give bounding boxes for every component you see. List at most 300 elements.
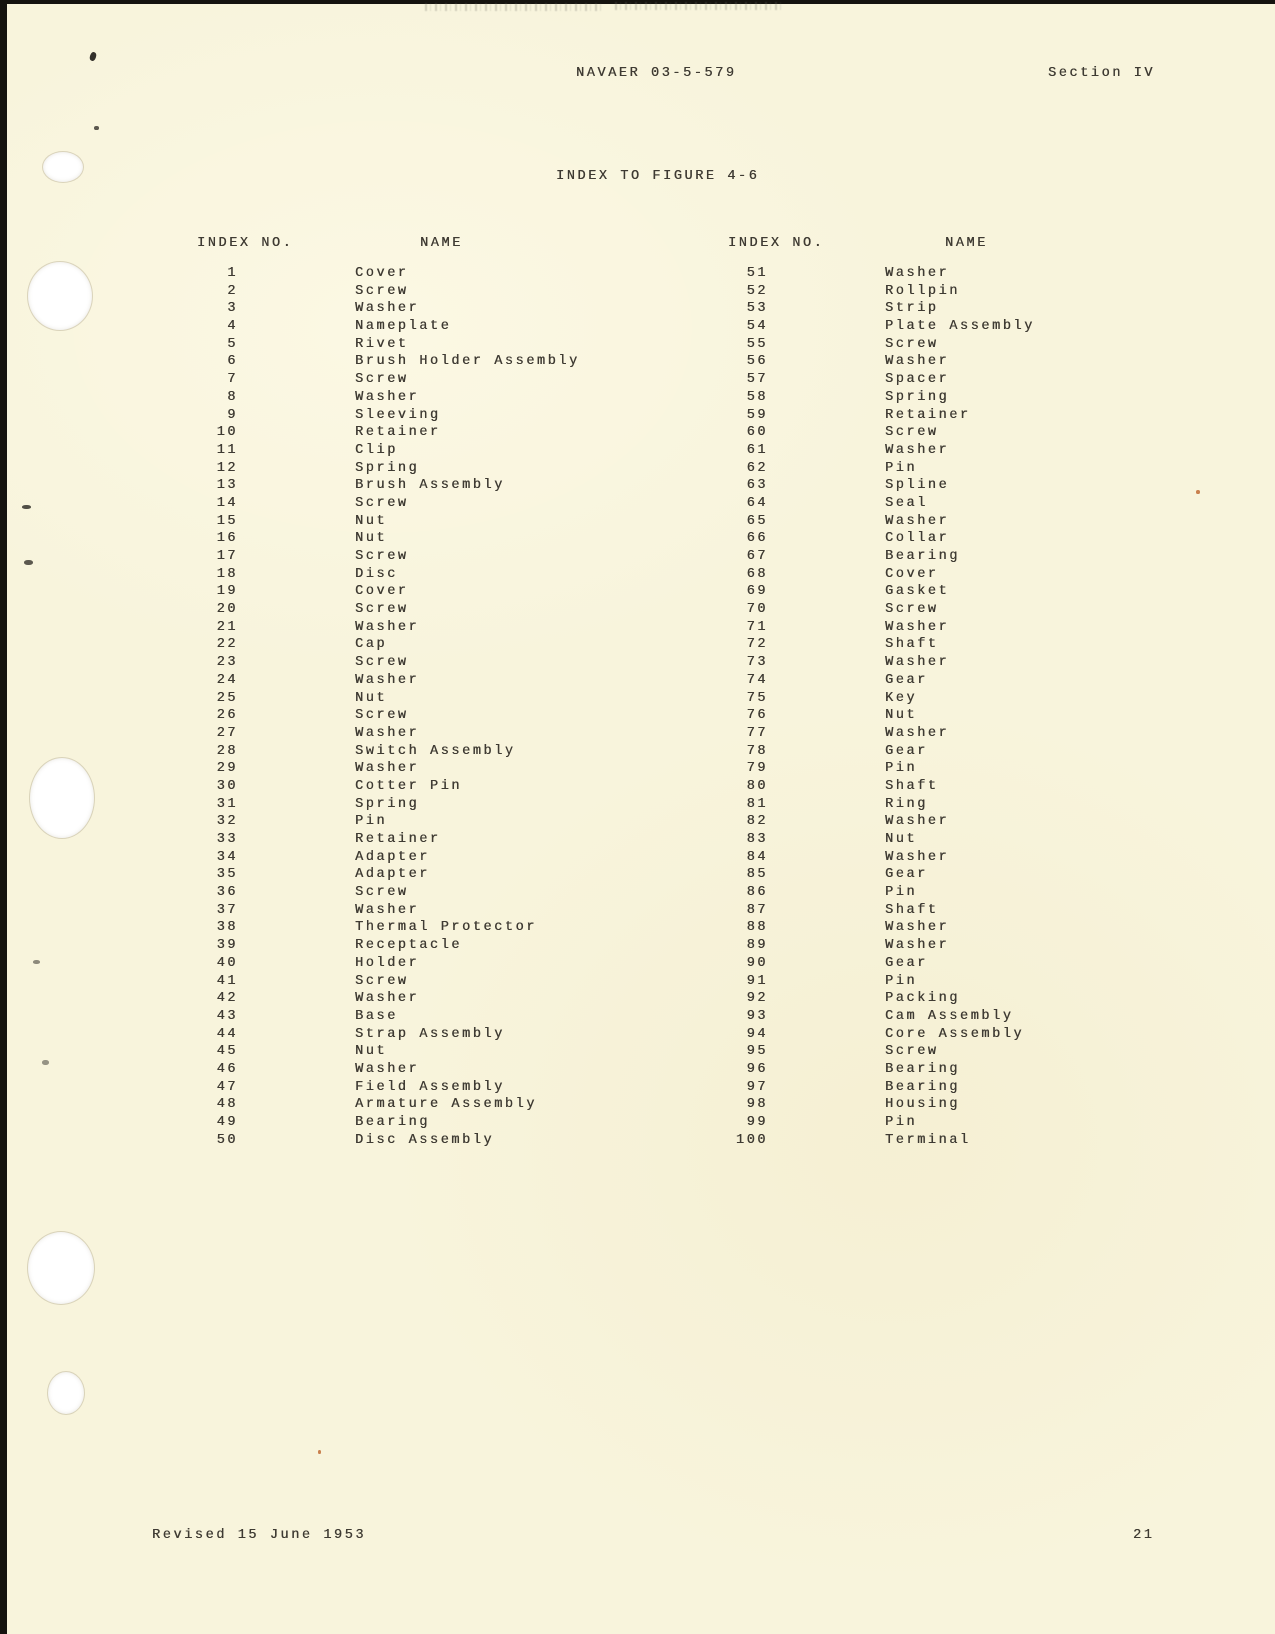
name-cell: Pin bbox=[885, 885, 918, 901]
name-cell: Washer bbox=[355, 1061, 420, 1077]
name-cell: Retainer bbox=[355, 425, 441, 441]
punch-hole bbox=[28, 262, 92, 330]
index-cell: 19 bbox=[216, 584, 238, 600]
name-cell: Disc Assembly bbox=[355, 1132, 495, 1148]
name-cell: Screw bbox=[885, 1044, 939, 1060]
table-row bbox=[680, 867, 1160, 885]
index-cell: 8 bbox=[227, 389, 238, 405]
index-cell: 41 bbox=[216, 973, 238, 989]
punch-hole bbox=[48, 1372, 84, 1414]
index-cell: 64 bbox=[746, 495, 768, 511]
index-cell: 82 bbox=[746, 814, 768, 830]
table-row bbox=[680, 301, 1160, 319]
name-cell: Strap Assembly bbox=[355, 1026, 505, 1042]
index-cell: 78 bbox=[746, 743, 768, 759]
table-row bbox=[150, 691, 630, 709]
doc-number: NAVAER 03-5-579 bbox=[576, 66, 737, 81]
punch-hole bbox=[30, 758, 94, 838]
index-cell: 5 bbox=[227, 336, 238, 352]
name-cell: Washer bbox=[355, 619, 420, 635]
name-cell: Screw bbox=[885, 336, 939, 352]
table-row bbox=[150, 850, 630, 868]
table-row bbox=[680, 319, 1160, 337]
table-row bbox=[150, 319, 630, 337]
table-row bbox=[150, 761, 630, 779]
name-cell: Spring bbox=[885, 389, 950, 405]
table-row bbox=[680, 408, 1160, 426]
table-row bbox=[680, 1027, 1160, 1045]
name-cell: Screw bbox=[885, 602, 939, 618]
column-header-index-left: INDEX NO. bbox=[197, 236, 294, 251]
table-row bbox=[680, 443, 1160, 461]
table-row bbox=[680, 266, 1160, 284]
name-cell: Washer bbox=[885, 655, 950, 671]
index-cell: 20 bbox=[216, 602, 238, 618]
table-row bbox=[150, 832, 630, 850]
table-row bbox=[150, 779, 630, 797]
name-cell: Washer bbox=[355, 761, 420, 777]
name-cell: Switch Assembly bbox=[355, 743, 516, 759]
name-cell: Washer bbox=[355, 672, 420, 688]
table-row bbox=[680, 920, 1160, 938]
index-cell: 50 bbox=[216, 1132, 238, 1148]
index-cell: 86 bbox=[746, 885, 768, 901]
table-row bbox=[680, 1080, 1160, 1098]
table-row bbox=[150, 602, 630, 620]
name-cell: Washer bbox=[355, 991, 420, 1007]
index-cell: 60 bbox=[746, 425, 768, 441]
index-cell: 92 bbox=[746, 991, 768, 1007]
table-row bbox=[680, 637, 1160, 655]
table-row bbox=[680, 1044, 1160, 1062]
name-cell: Retainer bbox=[885, 407, 971, 423]
name-cell: Screw bbox=[355, 283, 409, 299]
name-cell: Seal bbox=[885, 495, 928, 511]
table-row bbox=[680, 1009, 1160, 1027]
name-cell: Washer bbox=[885, 920, 950, 936]
table-row bbox=[150, 991, 630, 1009]
name-cell: Cam Assembly bbox=[885, 1008, 1014, 1024]
revision-note: Revised 15 June 1953 bbox=[152, 1528, 367, 1543]
name-cell: Washer bbox=[885, 266, 950, 281]
index-cell: 83 bbox=[746, 832, 768, 847]
index-cell: 1 bbox=[227, 266, 238, 281]
index-cell: 70 bbox=[746, 602, 768, 618]
index-cell: 3 bbox=[227, 301, 238, 317]
bleed-through-smudge bbox=[425, 3, 605, 11]
index-cell: 15 bbox=[216, 513, 238, 529]
parts-table-right-column bbox=[680, 266, 1160, 1150]
name-cell: Gasket bbox=[885, 584, 950, 600]
table-row bbox=[150, 567, 630, 585]
table-row bbox=[680, 797, 1160, 815]
table-row bbox=[680, 284, 1160, 302]
index-cell: 46 bbox=[216, 1061, 238, 1077]
index-cell: 43 bbox=[216, 1008, 238, 1024]
table-row bbox=[680, 938, 1160, 956]
table-row bbox=[680, 567, 1160, 585]
table-row bbox=[150, 920, 630, 938]
index-cell: 73 bbox=[746, 655, 768, 671]
name-cell: Gear bbox=[885, 743, 928, 759]
bleed-through-smudge bbox=[615, 2, 785, 10]
table-row bbox=[150, 1133, 630, 1151]
table-row bbox=[150, 584, 630, 602]
index-cell: 29 bbox=[216, 761, 238, 777]
index-cell: 36 bbox=[216, 885, 238, 901]
table-row bbox=[680, 584, 1160, 602]
table-row bbox=[150, 655, 630, 673]
name-cell: Receptacle bbox=[355, 938, 463, 954]
name-cell: Bearing bbox=[885, 1061, 960, 1077]
index-cell: 40 bbox=[216, 955, 238, 971]
table-row bbox=[150, 797, 630, 815]
table-row bbox=[680, 620, 1160, 638]
table-row bbox=[680, 779, 1160, 797]
name-cell: Nut bbox=[885, 708, 918, 724]
table-row bbox=[150, 531, 630, 549]
ink-speck bbox=[89, 51, 97, 61]
table-row bbox=[150, 814, 630, 832]
index-cell: 88 bbox=[746, 920, 768, 936]
index-cell: 80 bbox=[746, 778, 768, 794]
table-row bbox=[150, 1097, 630, 1115]
table-row bbox=[150, 390, 630, 408]
name-cell: Sleeving bbox=[355, 407, 441, 423]
ink-speck bbox=[33, 960, 40, 964]
name-cell: Pin bbox=[885, 761, 918, 777]
table-row bbox=[150, 408, 630, 426]
table-row bbox=[150, 372, 630, 390]
ink-speck bbox=[1196, 490, 1200, 494]
index-cell: 48 bbox=[216, 1097, 238, 1113]
name-cell: Spacer bbox=[885, 372, 950, 388]
page-number: 21 bbox=[1133, 1528, 1155, 1543]
name-cell: Washer bbox=[355, 902, 420, 918]
table-row bbox=[680, 531, 1160, 549]
ink-speck bbox=[318, 1450, 321, 1454]
index-cell: 57 bbox=[746, 372, 768, 388]
index-cell: 35 bbox=[216, 867, 238, 883]
table-row bbox=[680, 1115, 1160, 1133]
index-cell: 22 bbox=[216, 637, 238, 653]
punch-hole bbox=[28, 1232, 94, 1304]
punch-hole bbox=[43, 152, 83, 182]
index-cell: 97 bbox=[746, 1079, 768, 1095]
index-cell: 18 bbox=[216, 566, 238, 582]
index-cell: 65 bbox=[746, 513, 768, 529]
index-cell: 49 bbox=[216, 1115, 238, 1130]
index-cell: 89 bbox=[746, 938, 768, 954]
index-cell: 6 bbox=[227, 354, 238, 370]
name-cell: Nameplate bbox=[355, 319, 452, 335]
table-row bbox=[150, 425, 630, 443]
name-cell: Ring bbox=[885, 796, 928, 812]
index-cell: 17 bbox=[216, 549, 238, 564]
table-row bbox=[680, 602, 1160, 620]
table-row bbox=[680, 991, 1160, 1009]
index-cell: 79 bbox=[746, 761, 768, 777]
index-cell: 61 bbox=[746, 442, 768, 458]
name-cell: Core Assembly bbox=[885, 1026, 1025, 1042]
index-cell: 51 bbox=[746, 266, 768, 281]
table-row bbox=[680, 1133, 1160, 1151]
index-cell: 53 bbox=[746, 301, 768, 317]
name-cell: Plate Assembly bbox=[885, 319, 1035, 335]
index-cell: 58 bbox=[746, 389, 768, 405]
name-cell: Nut bbox=[355, 1044, 388, 1060]
table-row bbox=[680, 832, 1160, 850]
column-header-index-right: INDEX NO. bbox=[728, 236, 825, 251]
name-cell: Key bbox=[885, 690, 918, 706]
name-cell: Screw bbox=[355, 602, 409, 618]
name-cell: Pin bbox=[885, 1115, 918, 1130]
table-row bbox=[150, 301, 630, 319]
index-cell: 94 bbox=[746, 1026, 768, 1042]
table-row bbox=[150, 867, 630, 885]
table-row bbox=[150, 461, 630, 479]
table-row bbox=[680, 691, 1160, 709]
name-cell: Retainer bbox=[355, 832, 441, 847]
table-row bbox=[150, 1115, 630, 1133]
index-cell: 45 bbox=[216, 1044, 238, 1060]
table-row bbox=[680, 461, 1160, 479]
name-cell: Nut bbox=[355, 513, 388, 529]
index-cell: 55 bbox=[746, 336, 768, 352]
index-cell: 44 bbox=[216, 1026, 238, 1042]
index-cell: 81 bbox=[746, 796, 768, 812]
table-row bbox=[150, 443, 630, 461]
index-cell: 68 bbox=[746, 566, 768, 582]
table-row bbox=[150, 549, 630, 567]
table-row bbox=[150, 637, 630, 655]
name-cell: Disc bbox=[355, 566, 398, 582]
index-cell: 7 bbox=[227, 372, 238, 388]
name-cell: Washer bbox=[885, 725, 950, 741]
table-row bbox=[680, 708, 1160, 726]
name-cell: Rivet bbox=[355, 336, 409, 352]
name-cell: Washer bbox=[885, 814, 950, 830]
index-cell: 56 bbox=[746, 354, 768, 370]
index-cell: 91 bbox=[746, 973, 768, 989]
name-cell: Cover bbox=[355, 266, 409, 281]
index-cell: 71 bbox=[746, 619, 768, 635]
name-cell: Screw bbox=[355, 372, 409, 388]
index-cell: 99 bbox=[746, 1115, 768, 1130]
name-cell: Clip bbox=[355, 442, 398, 458]
index-cell: 69 bbox=[746, 584, 768, 600]
column-header-name-right: NAME bbox=[945, 236, 988, 251]
table-row bbox=[150, 1009, 630, 1027]
table-row bbox=[680, 956, 1160, 974]
name-cell: Pin bbox=[885, 973, 918, 989]
index-cell: 16 bbox=[216, 531, 238, 547]
table-row bbox=[680, 390, 1160, 408]
table-row bbox=[680, 478, 1160, 496]
index-cell: 52 bbox=[746, 283, 768, 299]
index-cell: 31 bbox=[216, 796, 238, 812]
section-label: Section IV bbox=[1048, 66, 1156, 81]
name-cell: Base bbox=[355, 1008, 398, 1024]
name-cell: Cover bbox=[885, 566, 939, 582]
index-cell: 11 bbox=[216, 442, 238, 458]
name-cell: Strip bbox=[885, 301, 939, 317]
table-row bbox=[150, 726, 630, 744]
index-cell: 13 bbox=[216, 478, 238, 494]
name-cell: Armature Assembly bbox=[355, 1097, 537, 1113]
index-cell: 32 bbox=[216, 814, 238, 830]
name-cell: Screw bbox=[355, 708, 409, 724]
name-cell: Cotter Pin bbox=[355, 778, 463, 794]
index-cell: 87 bbox=[746, 902, 768, 918]
table-row bbox=[680, 673, 1160, 691]
name-cell: Packing bbox=[885, 991, 960, 1007]
name-cell: Spring bbox=[355, 796, 420, 812]
parts-table-left-column bbox=[150, 266, 630, 1150]
name-cell: Terminal bbox=[885, 1132, 971, 1148]
index-cell: 95 bbox=[746, 1044, 768, 1060]
table-row bbox=[680, 354, 1160, 372]
name-cell: Collar bbox=[885, 531, 950, 547]
index-cell: 72 bbox=[746, 637, 768, 653]
table-row bbox=[680, 514, 1160, 532]
table-row bbox=[150, 956, 630, 974]
scan-edge-left bbox=[0, 0, 7, 1634]
table-row bbox=[680, 1097, 1160, 1115]
index-cell: 100 bbox=[735, 1132, 768, 1148]
index-cell: 23 bbox=[216, 655, 238, 671]
table-row bbox=[150, 514, 630, 532]
name-cell: Washer bbox=[885, 849, 950, 865]
index-cell: 26 bbox=[216, 708, 238, 724]
name-cell: Thermal Protector bbox=[355, 920, 537, 936]
name-cell: Screw bbox=[355, 495, 409, 511]
page-title: INDEX TO FIGURE 4-6 bbox=[556, 169, 760, 184]
index-cell: 25 bbox=[216, 690, 238, 706]
name-cell: Washer bbox=[885, 513, 950, 529]
index-cell: 27 bbox=[216, 725, 238, 741]
name-cell: Holder bbox=[355, 955, 420, 971]
index-cell: 24 bbox=[216, 672, 238, 688]
table-row bbox=[680, 337, 1160, 355]
index-cell: 47 bbox=[216, 1079, 238, 1095]
table-row bbox=[150, 354, 630, 372]
ink-speck bbox=[94, 126, 99, 130]
name-cell: Screw bbox=[355, 973, 409, 989]
name-cell: Housing bbox=[885, 1097, 960, 1113]
name-cell: Adapter bbox=[355, 849, 430, 865]
name-cell: Screw bbox=[885, 425, 939, 441]
table-row bbox=[680, 496, 1160, 514]
name-cell: Field Assembly bbox=[355, 1079, 505, 1095]
name-cell: Shaft bbox=[885, 637, 939, 653]
table-row bbox=[150, 1062, 630, 1080]
table-row bbox=[150, 496, 630, 514]
name-cell: Brush Assembly bbox=[355, 478, 505, 494]
table-row bbox=[150, 673, 630, 691]
table-row bbox=[150, 974, 630, 992]
name-cell: Washer bbox=[885, 619, 950, 635]
name-cell: Brush Holder Assembly bbox=[355, 354, 580, 370]
table-row bbox=[680, 726, 1160, 744]
index-cell: 10 bbox=[216, 425, 238, 441]
index-cell: 30 bbox=[216, 778, 238, 794]
column-header-name-left: NAME bbox=[420, 236, 463, 251]
name-cell: Washer bbox=[355, 389, 420, 405]
name-cell: Washer bbox=[885, 442, 950, 458]
table-row bbox=[150, 337, 630, 355]
name-cell: Spline bbox=[885, 478, 950, 494]
table-row bbox=[150, 478, 630, 496]
name-cell: Cap bbox=[355, 637, 388, 653]
table-row bbox=[150, 938, 630, 956]
name-cell: Shaft bbox=[885, 778, 939, 794]
table-row bbox=[680, 974, 1160, 992]
index-cell: 90 bbox=[746, 955, 768, 971]
name-cell: Screw bbox=[355, 655, 409, 671]
index-cell: 12 bbox=[216, 460, 238, 476]
name-cell: Adapter bbox=[355, 867, 430, 883]
index-cell: 33 bbox=[216, 832, 238, 847]
name-cell: Gear bbox=[885, 867, 928, 883]
table-row bbox=[680, 744, 1160, 762]
name-cell: Nut bbox=[885, 832, 918, 847]
name-cell: Washer bbox=[885, 354, 950, 370]
name-cell: Nut bbox=[355, 690, 388, 706]
table-row bbox=[680, 903, 1160, 921]
ink-speck bbox=[22, 505, 31, 509]
name-cell: Screw bbox=[355, 885, 409, 901]
name-cell: Nut bbox=[355, 531, 388, 547]
name-cell: Shaft bbox=[885, 902, 939, 918]
table-row bbox=[680, 655, 1160, 673]
table-row bbox=[150, 744, 630, 762]
name-cell: Gear bbox=[885, 955, 928, 971]
table-row bbox=[680, 885, 1160, 903]
name-cell: Pin bbox=[885, 460, 918, 476]
table-row bbox=[680, 1062, 1160, 1080]
index-cell: 4 bbox=[227, 319, 238, 335]
index-cell: 62 bbox=[746, 460, 768, 476]
index-cell: 59 bbox=[746, 407, 768, 423]
index-cell: 74 bbox=[746, 672, 768, 688]
table-row bbox=[680, 425, 1160, 443]
index-cell: 39 bbox=[216, 938, 238, 954]
index-cell: 98 bbox=[746, 1097, 768, 1113]
table-row bbox=[150, 1080, 630, 1098]
name-cell: Pin bbox=[355, 814, 388, 830]
index-cell: 54 bbox=[746, 319, 768, 335]
index-cell: 96 bbox=[746, 1061, 768, 1077]
index-cell: 28 bbox=[216, 743, 238, 759]
name-cell: Bearing bbox=[885, 549, 960, 564]
table-row bbox=[680, 372, 1160, 390]
name-cell: Bearing bbox=[885, 1079, 960, 1095]
table-row bbox=[150, 620, 630, 638]
index-cell: 63 bbox=[746, 478, 768, 494]
name-cell: Screw bbox=[355, 549, 409, 564]
index-cell: 77 bbox=[746, 725, 768, 741]
index-cell: 14 bbox=[216, 495, 238, 511]
index-cell: 2 bbox=[227, 283, 238, 299]
name-cell: Gear bbox=[885, 672, 928, 688]
name-cell: Washer bbox=[355, 725, 420, 741]
index-cell: 34 bbox=[216, 849, 238, 865]
table-row bbox=[680, 761, 1160, 779]
index-cell: 37 bbox=[216, 902, 238, 918]
name-cell: Bearing bbox=[355, 1115, 430, 1130]
name-cell: Cover bbox=[355, 584, 409, 600]
